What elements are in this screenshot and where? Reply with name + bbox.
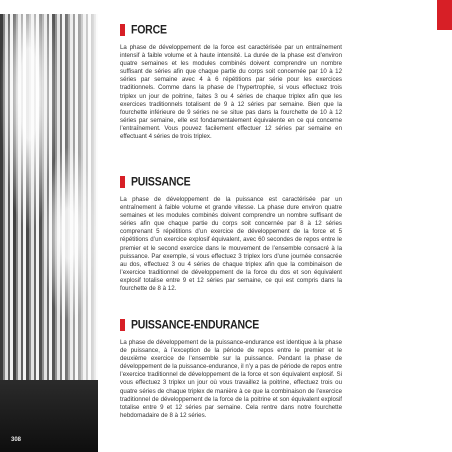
section-body: La phase de développement de la puissance-endurance est identique à la phase de puissance, à l’exception de la période de repos entre le premier et le deuxième exercice de l’ensemble sur la puissance. Pendant la phase de développement de la puissance-endurance, il n’y a pas de période de repos entre l’exercice traditionnel de développement de la force et son équivalent explosif. Si vous effectuez 3 triplex un jour où vous travaillez la poitrine, effectuez trois ou quatre séries de chaque triplex de manière à ce que la combinaison de l’exercice traditionnel de développement de la force de la poitrine et son équivalent explosif totalise entre 9 et 12 séries par semaine. Cela rentre dans notre fourchette hebdomadaire de 8 à 12 séries. <box>120 339 342 419</box>
section-force <box>120 23 342 141</box>
section-body: La phase de développement de la puissance est caractérisée par un entraînement à faible volume et grande vitesse. La phase dure environ quatre semaines et les modules combinés doivent comprendre un nombre suffisant de séries afin que chaque partie du corps soit concernée par 8 à 12 séries comprenant 5 répétitions d’un exercice de développement de la force et 5 répétitions d’un exercice explosif équivalent, avec 60 secondes de repos entre le premier et le second exercice dans le mouvement de l’ensemble consacré à la puissance. Par exemple, si vous effectuez 3 triplex lors d’une journée consacrée au dos, effectuez 3 ou 4 séries de chaque triplex afin que la combinaison de l’exercice traditionnel de développement de la force du dos et son équivalent explosif totalise entre 9 et 12 séries par semaine, ce qui est compris dans la fourchette de 8 à 12. <box>120 196 342 293</box>
heading-marker-bar <box>120 319 125 331</box>
red-corner-tab <box>437 0 452 30</box>
section-puissance-endurance <box>120 318 342 420</box>
section-title: PUISSANCE-ENDURANCE <box>131 318 260 332</box>
page-number: 308 <box>11 437 22 443</box>
section-title: PUISSANCE <box>131 175 191 189</box>
section-heading <box>120 23 342 37</box>
section-heading <box>120 175 342 189</box>
heading-marker-bar <box>120 176 125 188</box>
section-body: La phase de développement de la force est caractérisée par un entraînement intensif à faible volume et à haute intensité. La durée de la phase est d’environ quatre semaines et les modules combinés doivent comprendre un nombre suffisant de séries afin que chaque partie du corps soit concernée par 10 à 12 séries par semaine avec 4 à 6 répétitions par série pour les exercices traditionnels. Comme dans la phase de l’hypertrophie, si vous effectuez trois triplex un jour de poitrine, faites 3 ou 4 séries de chaque triplex afin que les exercices traditionnels totalisent de 9 à 12 séries par semaine. Bien que la fourchette inférieure de 9 séries ne se situe pas dans la fourchette de 10 à 12 séries par semaine, elle est fondamentalement équivalente en ce qui concerne l’entraînement. Vous pouvez facilement effectuer 12 séries par semaine en effectuant 4 séries de trois triplex. <box>120 44 342 141</box>
section-title: FORCE <box>131 23 167 37</box>
side-photo-fade <box>0 14 98 414</box>
section-puissance <box>120 175 342 293</box>
section-heading <box>120 318 342 332</box>
heading-marker-bar <box>120 24 125 36</box>
